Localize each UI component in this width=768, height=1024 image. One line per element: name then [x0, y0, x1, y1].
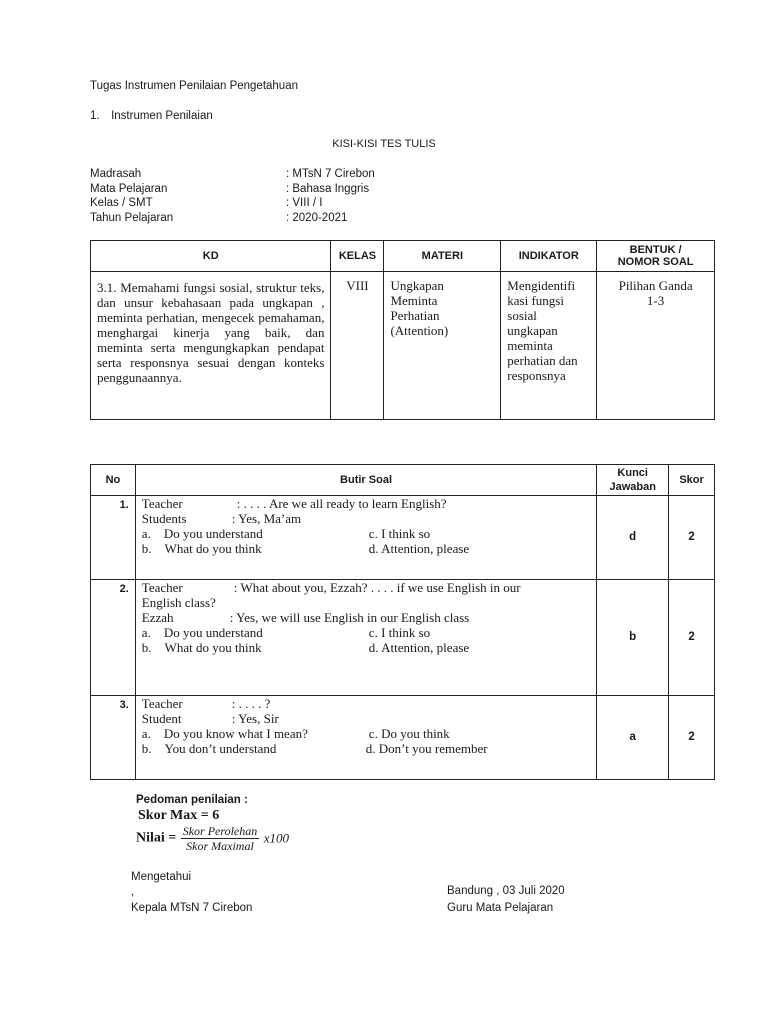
indikator-line: Mengidentifi [507, 278, 576, 293]
header-materi: MATERI [384, 241, 501, 272]
kunci-jawaban: d [597, 496, 669, 580]
soal-row-3 [91, 696, 715, 780]
option-b: b. You don’t understand [141, 741, 277, 756]
header-bentuk-line1: BENTUK / [629, 244, 682, 256]
bentuk-line: Pilihan Ganda [618, 278, 693, 293]
soal-number: 1. [91, 496, 136, 580]
multiplier: x100 [263, 830, 289, 846]
skor-value: 2 [669, 580, 715, 696]
utterance: : Yes, Ma’am [231, 511, 302, 526]
option-line [142, 541, 590, 556]
speaker: Student [141, 711, 182, 726]
bentuk-cell [597, 272, 715, 420]
bentuk-line: 1-3 [646, 293, 665, 308]
header-no: No [91, 465, 136, 496]
indikator-line: kasi fungsi [507, 293, 564, 308]
soal-number: 3. [91, 696, 136, 780]
soal-number: 2. [91, 580, 136, 696]
skor-value: 2 [669, 496, 715, 580]
materi-line: (Attention) [390, 323, 449, 338]
option-line [142, 726, 590, 741]
kisi-kisi-header-row [91, 241, 715, 272]
utterance: : . . . . ? [231, 696, 271, 711]
speaker: Students [141, 511, 187, 526]
utterance: : Yes, we will use English in our English class [229, 610, 470, 625]
skor-max: Skor Max = 6 [138, 808, 220, 823]
info-value-madrasah: : MTsN 7 Cirebon [286, 168, 375, 180]
kunci-jawaban: a [597, 696, 669, 780]
utterance: : . . . . Are we all ready to learn English? [236, 496, 447, 511]
soal-question [135, 696, 596, 780]
indikator-line: responsnya [507, 368, 566, 383]
speaker: Ezzah [141, 610, 174, 625]
option-line [142, 640, 590, 655]
utterance: : What about you, Ezzah? . . . . if we use English in our [233, 580, 521, 595]
speaker: Teacher [141, 496, 183, 511]
indikator-line: meminta [507, 338, 553, 353]
dialog-line [142, 580, 590, 595]
header-skor: Skor [669, 465, 715, 496]
speaker: Teacher [141, 580, 183, 595]
option-line [142, 625, 590, 640]
info-label-madrasah: Madrasah [90, 168, 142, 180]
dialog-line [142, 711, 590, 726]
info-value-kelas: : VIII / I [286, 197, 323, 209]
dialog-line [142, 595, 590, 610]
info-label-tahun: Tahun Pelajaran [90, 212, 174, 224]
header-kd: KD [91, 241, 331, 272]
option-b: b. What do you think [141, 640, 262, 655]
soal-row-1 [91, 496, 715, 580]
header-bentuk-line2: NOMOR SOAL [617, 256, 694, 268]
option-b: b. What do you think [141, 541, 262, 556]
soal-question [135, 496, 596, 580]
kd-cell: 3.1. Memahami fungsi sosial, struktur teks, dan unsur kebahasaan pada ungkapan , meminta perhatian, mengecek pemahaman, menghargai kinerja yang baik, dan meminta serta mengungkapkan pendapat serta responsnya sesuai dengan konteks penggunaannya. [91, 272, 331, 420]
info-label-kelas: Kelas / SMT [90, 197, 153, 209]
pedoman-title: Pedoman penilaian : [136, 794, 248, 806]
indikator-line: sosial [507, 308, 537, 323]
nilai-formula [136, 824, 289, 853]
speaker: Teacher [141, 696, 183, 711]
soal-question [135, 580, 596, 696]
option-line [142, 741, 590, 756]
option-a: a. Do you understand [141, 526, 263, 541]
kepala-label: Kepala MTsN 7 Cirebon [131, 902, 253, 914]
indikator-line: perhatian dan [507, 353, 578, 368]
materi-cell [384, 272, 501, 420]
nilai-fraction [181, 824, 260, 853]
indikator-line: ungkapan [507, 323, 558, 338]
materi-line: Perhatian [390, 308, 440, 323]
utterance-continued: English class? [141, 595, 216, 610]
dialog-line [142, 696, 590, 711]
header-kelas: KELAS [331, 241, 384, 272]
option-line [142, 526, 590, 541]
soal-header-row [91, 465, 715, 496]
option-a: a. Do you understand [141, 625, 263, 640]
header-kunci-line2: Jawaban [609, 481, 656, 493]
kunci-jawaban: b [597, 580, 669, 696]
fraction-numerator: Skor Perolehan [182, 824, 258, 838]
option-d: d. Don’t you remember [365, 741, 488, 756]
fraction-denominator: Skor Maximal [186, 839, 254, 853]
header-indikator: INDIKATOR [501, 241, 597, 272]
option-a: a. Do you know what I mean? [141, 726, 308, 741]
option-d: d. Attention, please [368, 640, 470, 655]
place-date: Bandung , 03 Juli 2020 [447, 885, 565, 897]
kisi-kisi-row [91, 272, 715, 420]
option-c: c. Do you think [368, 726, 450, 741]
mengetahui-comma: , [131, 886, 135, 898]
info-label-mapel: Mata Pelajaran [90, 183, 168, 195]
nilai-label: Nilai = [136, 830, 177, 846]
header-kunci-line1: Kunci [617, 467, 648, 479]
dialog-line [142, 511, 590, 526]
utterance: : Yes, Sir [231, 711, 279, 726]
option-c: c. I think so [368, 526, 431, 541]
soal-row-2 [91, 580, 715, 696]
header-bentuk [597, 241, 715, 272]
guru-label: Guru Mata Pelajaran [447, 902, 554, 914]
option-c: c. I think so [368, 625, 431, 640]
header-kunci-jawaban [597, 465, 669, 496]
option-d: d. Attention, please [368, 541, 470, 556]
skor-value: 2 [669, 696, 715, 780]
dialog-line [142, 496, 590, 511]
indikator-cell [501, 272, 597, 420]
header-butir-soal: Butir Soal [135, 465, 596, 496]
materi-line: Ungkapan [390, 278, 444, 293]
document-title: Tugas Instrumen Penilaian Pengetahuan [90, 80, 298, 92]
kisi-kisi-table [90, 240, 715, 420]
section-heading: 1. Instrumen Penilaian [90, 110, 213, 122]
info-value-mapel: : Bahasa Inggris [286, 183, 370, 195]
mengetahui-label: Mengetahui [131, 871, 192, 883]
dialog-line [142, 610, 590, 625]
info-value-tahun: : 2020-2021 [286, 212, 348, 224]
butir-soal-table [90, 464, 715, 780]
kisi-kisi-title: KISI-KISI TES TULIS [332, 138, 436, 150]
materi-line: Meminta [390, 293, 438, 308]
kelas-cell: VIII [331, 272, 384, 420]
